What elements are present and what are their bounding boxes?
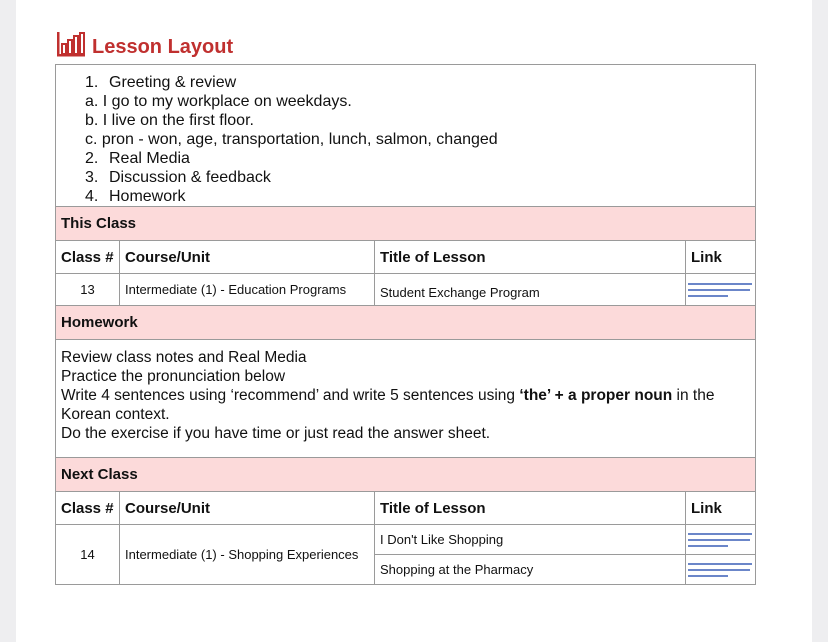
agenda-label: Discussion & feedback [109,169,271,186]
agenda-cell [56,65,756,207]
column-header: Class # [56,492,120,525]
this-class-heading: This Class [56,207,756,241]
column-header: Class # [56,241,120,274]
agenda-subitem: a. I go to my workplace on weekdays. [85,93,352,110]
column-header: Link [686,492,756,525]
agenda-subitem: c. pron - won, age, transportation, lunch, salmon, changed [85,131,498,148]
agenda-label: Greeting & review [109,74,237,91]
agenda-number: 1. [85,74,99,91]
agenda-label: Homework [109,188,186,205]
lesson-link[interactable] [686,525,756,555]
homework-emphasis: ‘the’ + a proper noun [519,387,673,404]
course-unit: Intermediate (1) - Shopping Experiences [120,525,375,585]
agenda-item [85,168,755,187]
course-unit: Intermediate (1) - Education Programs [120,274,375,306]
agenda-number: 2. [85,150,99,167]
homework-heading: Homework [56,306,756,340]
column-header: Title of Lesson [375,492,686,525]
agenda-item [85,149,755,168]
lesson-link[interactable] [686,555,756,585]
agenda-item [85,187,755,206]
agenda-subitem: b. I live on the first floor. [85,112,254,129]
lesson-title: I Don't Like Shopping [375,525,686,555]
bar-chart-icon [56,30,86,58]
lesson-title: Shopping at the Pharmacy [375,555,686,585]
agenda-item [85,73,755,92]
lesson-table [55,64,756,585]
agenda-number: 3. [85,169,99,186]
next-class-heading: Next Class [56,458,756,492]
page-title: Lesson Layout [92,35,234,58]
class-number: 14 [56,525,120,585]
title-row [56,28,233,60]
lesson-link[interactable] [686,274,756,306]
column-header: Link [686,241,756,274]
agenda-label: Real Media [109,150,190,167]
column-header: Course/Unit [120,492,375,525]
homework-line: Practice the pronunciation below [61,368,286,385]
lesson-title: Student Exchange Program [375,274,686,306]
homework-line: Do the exercise if you have time or just read the answer sheet. [61,425,491,442]
column-header: Title of Lesson [375,241,686,274]
column-header: Course/Unit [120,241,375,274]
homework-line: Review class notes and Real Media [61,349,307,366]
document-page [16,0,812,642]
agenda-list [56,73,755,206]
homework-line: Write 4 sentences using ‘recommend’ and write 5 sentences using ‘the’ + a proper noun in the Korean context. [61,387,715,423]
agenda-number: 4. [85,188,99,205]
class-number: 13 [56,274,120,306]
homework-cell [56,340,756,458]
